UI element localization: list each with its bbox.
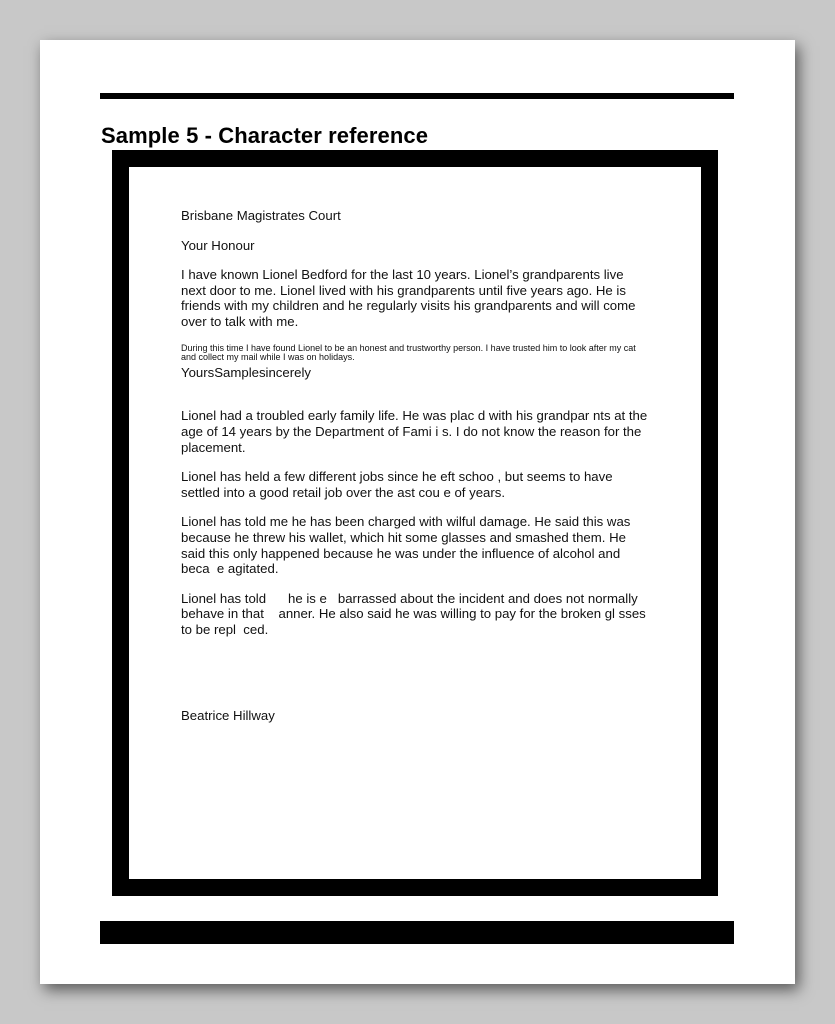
top-rule [100,93,734,99]
letter-addressee: Brisbane Magistrates Court [181,208,341,223]
letter-signature: Beatrice Hillway [181,708,275,723]
letter-paragraph-5: Lionel has told me he has been charged with wilful damage. He said this was because he threw his wallet, which hit some glasses and smashed them. He said this only happened because he was under the influence of alcohol and beca e agitated. [181,514,635,577]
letter-paragraph-4: Lionel has held a few different jobs since he eft schoo , but seems to have settled into a good retail job over the ast cou e of years. [181,469,617,500]
letter-paragraph-6: Lionel has told he is e barrassed about the incident and does not normally behave in that anner. He also said he was willing to pay for the broken gl sses to be repl ced. [181,590,650,637]
bottom-rule [100,921,734,944]
document-page [40,40,795,984]
page-title: Sample 5 - Character reference [101,123,429,148]
letter-body [181,208,651,651]
letter-paragraph-2: During this time I have found Lionel to be an honest and trustworthy person. I have trusted him to look after my cat and collect my mail while I was on holidays. [181,342,639,363]
letter-paragraph-1: I have known Lionel Bedford for the last 10 years. Lionel’s grandparents live next door to me. Lionel lived with his grandparents until five years ago. He is friends with my children and he regularly visits his grandparents and will come over to talk with me. [181,267,640,329]
letter-paragraph-3: Lionel had a troubled early family life. He was plac d with his grandpar nts at the age of 14 years by the Department of Fami i s. I do not know the reason for the placement. [181,408,651,455]
letter-closing: YoursSamplesincerely [181,364,311,380]
letter-salutation: Your Honour [181,237,255,253]
